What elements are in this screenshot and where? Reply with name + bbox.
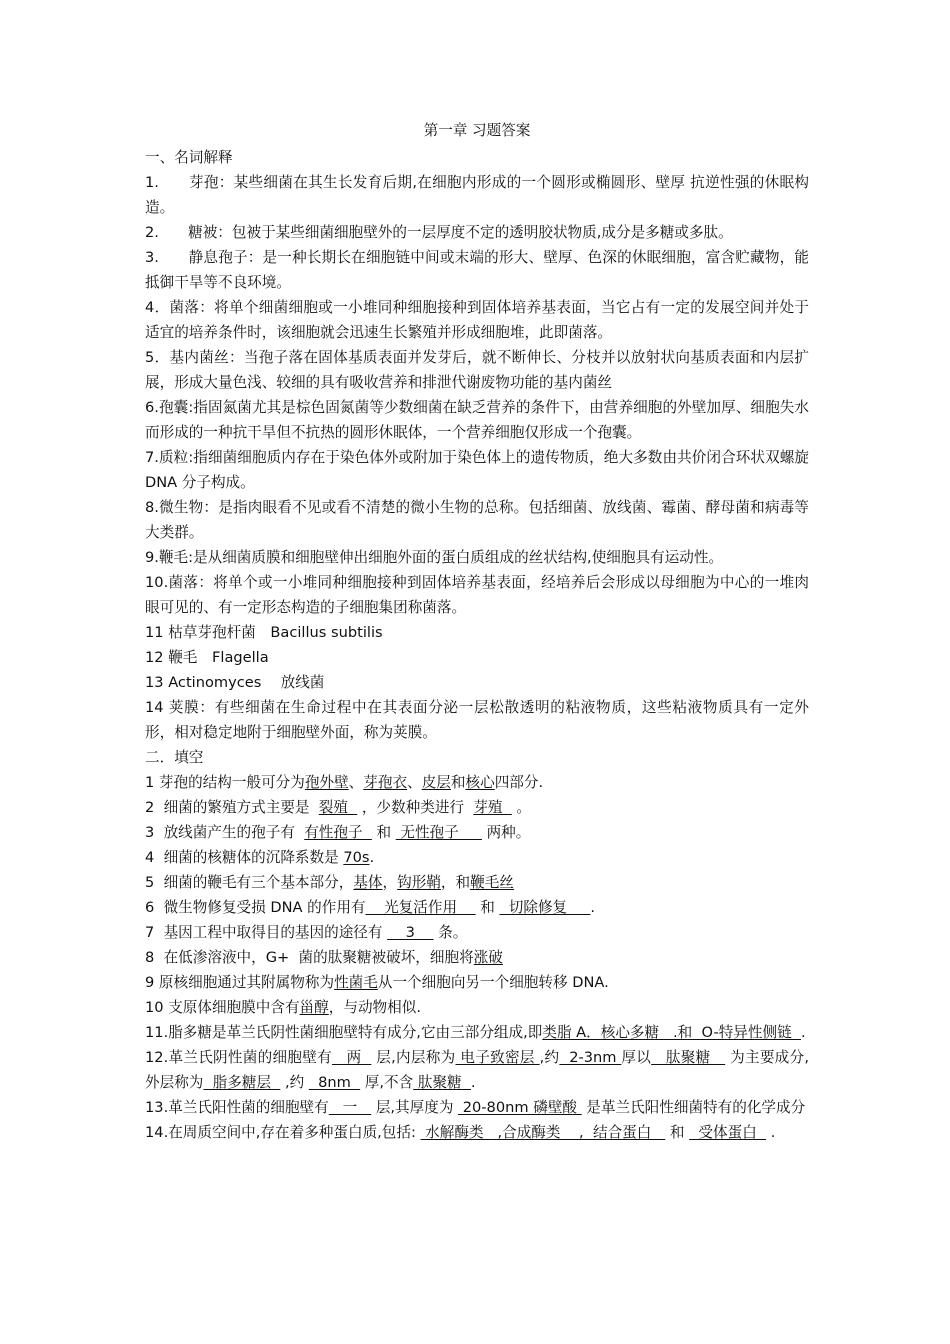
q1-end: 四部分.	[494, 774, 544, 791]
q12-answer-6: 8nm	[308, 1074, 361, 1091]
section-heading-fill-blanks: 二．填空	[145, 749, 204, 766]
fill-question-14	[145, 1120, 809, 1145]
q5-sep-2: ，和	[440, 874, 471, 891]
fill-question-8	[145, 945, 809, 970]
q13-answer-1: 一	[328, 1099, 372, 1116]
q10-answer-1: 甾醇	[299, 999, 329, 1016]
section-heading-definitions: 一、名词解释	[145, 149, 233, 166]
fill-question-1	[145, 770, 809, 795]
q4-text: 4 细菌的核糖体的沉降系数是	[145, 849, 344, 866]
q5-text: 5 细菌的鞭毛有三个基本部分，	[145, 874, 354, 891]
fill-question-9	[145, 970, 809, 995]
q2-end: 。	[511, 799, 532, 816]
q12-t5: 为主要成分,外层称为	[145, 1049, 810, 1091]
definition-12: 12 鞭毛 Flagella	[145, 649, 269, 666]
definition-4: 4．菌落：将单个细菌细胞或一小堆同种细胞接种到固体培养基表面，当它占有一定的发展空间并处于适宜的培养条件时，该细胞就会迅速生长繁殖并形成细胞堆，此即菌落。	[145, 299, 809, 341]
q1-answer-3: 皮层	[421, 774, 451, 791]
q12-t3: ,约	[539, 1049, 560, 1066]
q10-end: ，与动物相似.	[328, 999, 421, 1016]
q1-answer-1: 孢外壁	[304, 774, 349, 791]
q7-text: 7 基因工程中取得目的基因的途径有	[145, 924, 388, 941]
q2-text: 2 细菌的繁殖方式主要是	[145, 799, 319, 816]
page-title: 第一章 习题答案	[423, 122, 531, 139]
q6-answer-1: 光复活作用	[365, 899, 476, 916]
q14-answer-2: ,合成酶类	[492, 1124, 575, 1141]
q7-end: 条。	[433, 924, 468, 941]
q12-answer-3: 2-3nm	[559, 1049, 622, 1066]
q6-text: 6 微生物修复受损 DNA 的作用有	[145, 899, 366, 916]
q12-answer-4: 肽聚糖	[651, 1049, 726, 1066]
definition-3: 3. 静息孢子：是一种长期长在细胞链中间或末端的形大、壁厚、色深的休眠细胞，富含贮藏物，能抵御干旱等不良环境。	[145, 249, 809, 291]
q2-answer-1: 裂殖	[318, 799, 358, 816]
q6-answer-2: 切除修复	[499, 899, 591, 916]
q12-answer-2: 电子致密层	[455, 1049, 540, 1066]
q10-text: 10 支原体细胞膜中含有	[145, 999, 300, 1016]
fill-question-11	[145, 1020, 809, 1045]
q1-text: 1 芽孢的结构一般可分为	[145, 774, 305, 791]
definition-6: 6.孢囊:指固氮菌尤其是棕色固氮菌等少数细菌在缺乏营养的条件下，由营养细胞的外壁加厚、细胞失水而形成的一种抗干旱但不抗热的圆形休眠体，一个营养细胞仅形成一个孢囊。	[145, 399, 809, 441]
q6-mid: 和	[475, 899, 500, 916]
q14-answer-1: 水解酶类	[420, 1124, 493, 1141]
q13-text: 13.革兰氏阳性菌的细胞壁有	[145, 1099, 329, 1116]
q5-answer-3: 鞭毛丝	[470, 874, 514, 891]
definition-8: 8.微生物：是指肉眼看不见或看不清楚的微小生物的总称。包括细菌、放线菌、霉菌、酵母菌和病毒等大类群。	[145, 499, 809, 541]
q12-t7: 厚,不含	[360, 1074, 414, 1091]
definition-7: 7.质粒:指细菌细胞质内存在于染色体外或附加于染色体上的遗传物质，绝大多数由共价闭合环状双螺旋 DNA 分子构成。	[145, 449, 809, 491]
q8-answer-1: 涨破	[473, 949, 503, 966]
fill-question-2	[145, 795, 809, 820]
fill-question-3	[145, 820, 809, 845]
q3-text: 3 放线菌产生的孢子有	[145, 824, 305, 841]
definition-14: 14 荚膜：有些细菌在生命过程中在其表面分泌一层松散透明的粘液物质，这些粘液物质具有一定外形，相对稳定地附于细胞壁外面，称为荚膜。	[145, 699, 809, 741]
fill-question-12	[145, 1045, 809, 1095]
q2-mid: ，少数种类进行	[357, 799, 474, 816]
definition-5: 5．基内菌丝：当孢子落在固体基质表面并发芽后，就不断伸长、分枝并以放射状向基质表面和内层扩展，形成大量色浅、较细的具有吸收营养和排泄代谢废物功能的基内菌丝	[145, 349, 809, 391]
q1-sep-1: 、	[348, 774, 364, 791]
q5-answer-2: 钩形鞘	[397, 874, 441, 891]
q3-end: 两种。	[481, 824, 531, 841]
q13-t2: 层,其厚度为	[371, 1099, 459, 1116]
q5-answer-1: 基体	[353, 874, 383, 891]
q11-text: 11.脂多糖是革兰氏阴性菌细胞壁特有成分,它由三部分组成,即	[145, 1024, 543, 1041]
definition-11: 11 枯草芽孢杆菌 Bacillus subtilis	[145, 624, 383, 641]
q4-answer-1: 70s	[343, 849, 370, 866]
fill-question-4	[145, 845, 809, 870]
definition-10: 10.菌落：将单个或一小堆同种细胞接种到固体培养基表面，经培养后会形成以母细胞为中心的一堆肉眼可见的、有一定形态构造的子细胞集团称菌落。	[145, 574, 809, 616]
q3-answer-1: 有性孢子	[304, 824, 372, 841]
q12-text: 12.革兰氏阴性菌的细胞壁有	[145, 1049, 332, 1066]
q5-sep-1: ，	[382, 874, 398, 891]
q1-sep-2: 、	[407, 774, 422, 791]
document-page	[145, 118, 809, 1145]
q6-end: .	[590, 899, 595, 916]
q3-mid: 和	[371, 824, 396, 841]
q1-answer-4: 核心	[465, 774, 495, 791]
definition-2: 2. 糖被：包被于某些细菌细胞壁外的一层厚度不定的透明胶状物质,成分是多糖或多肽。	[145, 224, 733, 241]
q1-answer-2: 芽孢衣	[363, 774, 408, 791]
q12-answer-7: 肽聚糖	[413, 1074, 471, 1091]
definition-1: 1. 芽孢：某些细菌在其生长发育后期,在细胞内形成的一个圆形或椭圆形、壁厚 抗逆性强的休眠构造。	[145, 174, 809, 216]
q12-t6: ,约	[280, 1074, 309, 1091]
q9-end: 从一个细胞向另一个细胞转移 DNA.	[377, 974, 609, 991]
q3-answer-2: 无性孢子	[395, 824, 482, 841]
q9-text: 9 原核细胞通过其附属物称为	[145, 974, 335, 991]
definition-13: 13 Actinomyces 放线菌	[145, 674, 325, 691]
fill-question-13	[145, 1095, 809, 1120]
q8-text: 8 在低渗溶液中，G+ 菌的肽聚糖被破坏，细胞将	[145, 949, 474, 966]
q11-answer-1: 类脂 A．核心多糖 .和 O-特异性侧链	[542, 1024, 801, 1041]
q14-end: .	[766, 1124, 776, 1141]
q4-end: .	[369, 849, 375, 866]
q12-t2: 层,内层称为	[371, 1049, 456, 1066]
fill-question-7	[145, 920, 809, 945]
q14-t2: 和	[665, 1124, 690, 1141]
q1-sep-3: 和	[450, 774, 466, 791]
q14-answer-3: , 结合蛋白	[574, 1124, 666, 1141]
q12-t4: 厚以	[621, 1049, 652, 1066]
definition-9: 9.鞭毛:是从细菌质膜和细胞壁伸出细胞外面的蛋白质组成的丝状结构,使细胞具有运动性。	[145, 549, 724, 566]
q11-end: .	[800, 1024, 806, 1041]
q7-answer-1: 3	[387, 924, 434, 941]
q12-answer-1: 两	[331, 1049, 372, 1066]
q12-end: .	[470, 1074, 476, 1091]
q14-text: 14.在周质空间中,存在着多种蛋白质,包括:	[145, 1124, 421, 1141]
q12-answer-5: 脂多糖层	[203, 1074, 281, 1091]
fill-question-6	[145, 895, 809, 920]
fill-question-5	[145, 870, 809, 895]
q9-answer-1: 性菌毛	[334, 974, 378, 991]
q13-answer-2: 20-80nm 磷壁酸	[458, 1099, 582, 1116]
q2-answer-2: 芽殖	[473, 799, 512, 816]
q14-answer-4: 受体蛋白	[689, 1124, 767, 1141]
fill-question-10	[145, 995, 809, 1020]
q13-end: 是革兰氏阳性细菌特有的化学成分	[581, 1099, 806, 1116]
